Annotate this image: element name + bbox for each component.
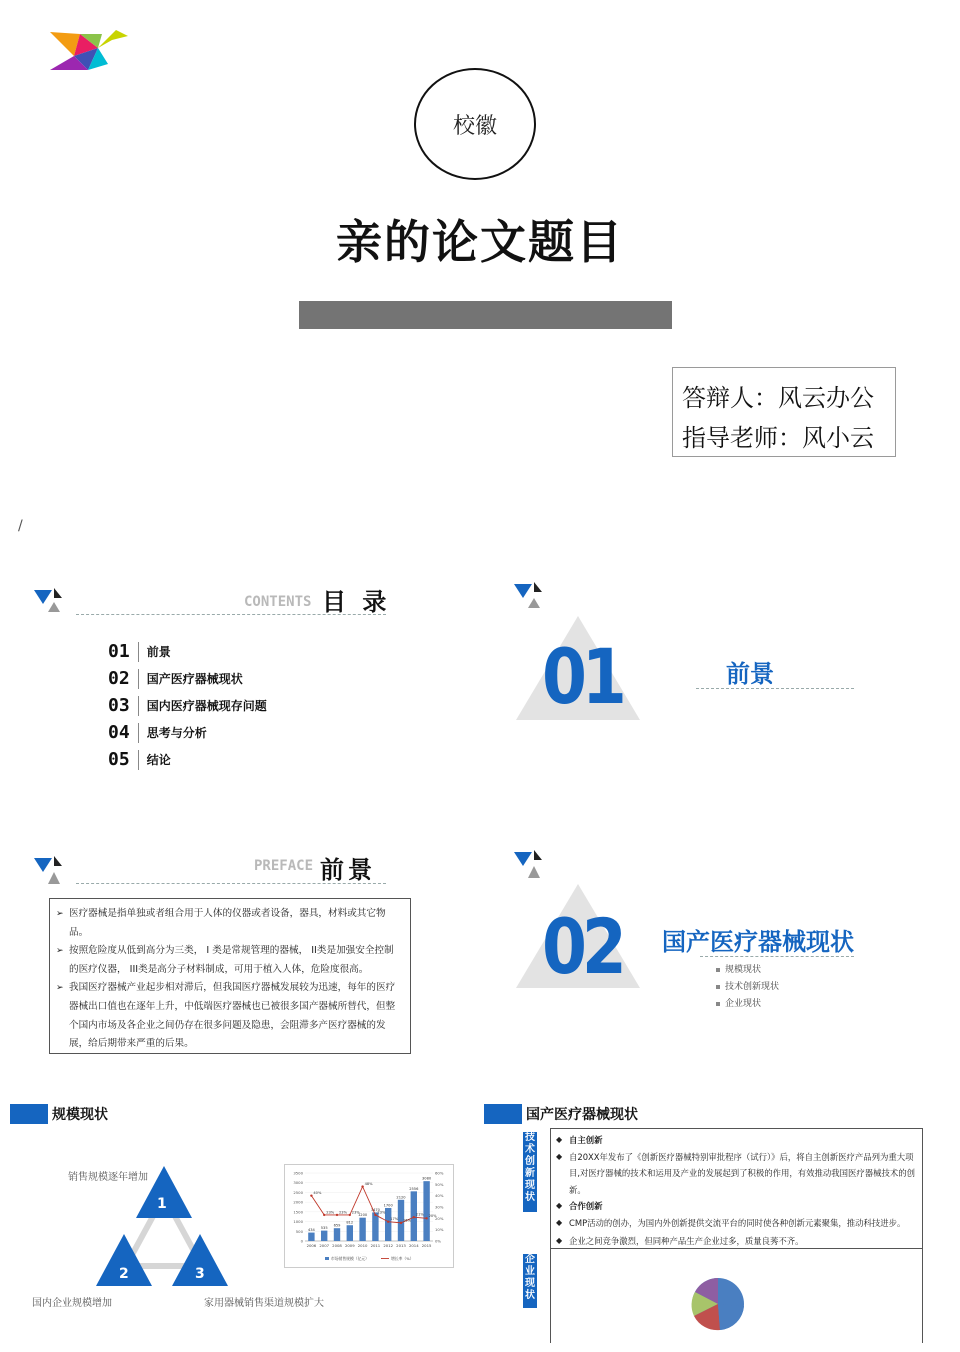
title-bar-accent	[484, 1104, 522, 1124]
square-bullet-icon	[716, 968, 720, 972]
bar	[321, 1231, 327, 1241]
corner-triangles-icon	[34, 588, 66, 612]
y-right-tick-label: 20%	[435, 1215, 444, 1221]
x-tick-label: 2013	[396, 1243, 406, 1248]
toc-separator	[138, 723, 139, 743]
sales-growth-chart	[284, 1164, 454, 1268]
paragraph-heading: ◆ 合作创新	[551, 1198, 922, 1215]
sub-item[interactable]	[716, 979, 779, 996]
x-tick-label: 2014	[408, 1243, 419, 1248]
line-point	[387, 1221, 389, 1223]
x-tick-label: 2006	[306, 1243, 317, 1248]
contents-cn-heading: 目 录	[322, 588, 391, 616]
legend-label: 增长率（%）	[391, 1256, 414, 1261]
square-bullet-icon	[716, 985, 720, 989]
toc-item[interactable]	[108, 638, 267, 665]
bar-value-label: 2556	[409, 1186, 419, 1191]
toc-num: 04	[108, 722, 130, 743]
paragraph-text: ◆ 自20XX年发布了《创新医疗器械特别审批程序（试行）》后，将自主创新医疗产品列为重大项目,对医疗器械的技术和运用及产业的发展起到了积极的作用，有效推动我国医疗器械技术的创新。	[551, 1149, 922, 1199]
slash-mark: /	[18, 518, 23, 534]
bar	[372, 1212, 378, 1241]
advisor-line: 指导老师：风小云	[682, 424, 874, 452]
bar	[359, 1218, 365, 1241]
thesis-title: 亲的论文题目	[336, 215, 624, 269]
section-sub-list	[716, 962, 779, 1013]
toc-label: 国产医疗器械现状	[146, 672, 243, 686]
line-value-label: 40%	[313, 1191, 322, 1196]
sub-label: 规模现状	[725, 965, 762, 975]
legend-swatch	[325, 1257, 329, 1260]
toc-item[interactable]	[108, 719, 267, 746]
preface-cn-heading: 前景	[320, 856, 376, 884]
bar-value-label: 812	[346, 1220, 354, 1225]
toc-separator	[138, 642, 139, 662]
paragraph-text: ◆ 企业之间竞争激烈，但同种产品生产企业过多，质量良莠不齐。	[551, 1233, 922, 1250]
paragraph-text: ◆ CMP活动的创办，为国内外创新提供交流平台的同时使各种创新元素聚集，推动科技进步。	[551, 1215, 922, 1232]
sub-item[interactable]	[716, 962, 779, 979]
toc-num: 05	[108, 749, 130, 770]
bar-value-label: 659	[333, 1223, 341, 1228]
x-tick-label: 2008	[332, 1243, 342, 1248]
sub-label: 技术创新现状	[725, 982, 780, 992]
line-value-label: 23%	[377, 1210, 386, 1215]
defense-info-box	[672, 367, 896, 457]
school-badge	[414, 68, 536, 180]
sub-item[interactable]	[716, 996, 779, 1013]
section-divider	[700, 956, 854, 957]
bar-value-label: 3080	[422, 1176, 432, 1181]
x-tick-label: 2015	[421, 1243, 432, 1248]
toc-num: 03	[108, 695, 130, 716]
line-point	[400, 1222, 402, 1224]
title-bar-accent	[10, 1104, 48, 1124]
bar	[423, 1181, 429, 1241]
y-left-tick-label: 3000	[293, 1180, 303, 1186]
line-value-label: 16%	[403, 1218, 411, 1223]
node-label: 家用器械销售渠道规模扩大	[204, 1298, 324, 1309]
corner-triangles-icon	[514, 582, 546, 610]
section-title: 国产医疗器械现状	[662, 928, 854, 956]
node-label: 销售规模逐年增加	[68, 1172, 148, 1183]
y-left-tick-label: 2500	[293, 1189, 303, 1195]
y-left-tick-label: 1500	[293, 1209, 303, 1215]
node-number: 3	[195, 1266, 205, 1282]
line-value-label: 23%	[351, 1210, 360, 1215]
triangle-diagram	[90, 1166, 240, 1292]
node-label: 国内企业规模增加	[32, 1298, 112, 1309]
preface-divider	[76, 883, 386, 884]
section-title: 前景	[726, 660, 774, 688]
y-right-tick-label: 10%	[435, 1227, 444, 1233]
toc-label: 思考与分析	[146, 726, 207, 740]
line-point	[425, 1217, 427, 1219]
bar	[308, 1233, 314, 1241]
line-point	[310, 1194, 312, 1196]
tab-enterprise[interactable]: 企业现状	[523, 1254, 537, 1308]
y-left-tick-label: 500	[295, 1228, 303, 1234]
bar	[347, 1225, 353, 1241]
square-bullet-icon	[716, 1002, 720, 1006]
line-point	[361, 1185, 363, 1187]
bar-value-label: 1200	[358, 1213, 368, 1218]
line-point	[323, 1214, 325, 1216]
toc-label: 结论	[146, 753, 171, 767]
line-value-label: 20%	[428, 1213, 437, 1218]
toc-num: 01	[108, 641, 130, 662]
line-point	[413, 1216, 415, 1218]
toc-separator	[138, 750, 139, 770]
bar	[385, 1208, 391, 1241]
y-left-tick-label: 2000	[293, 1199, 303, 1205]
preface-paragraph: ➢ 我国医疗器械产业起步相对滞后，但我国医疗器械发展较为迅速，每年的医疗器械出口值也在逐年上升，中低端医疗器械也已被很多国产器械所替代，但整个国内市场及各企业之间仍存在很多问题及隐患，会阻滞多产医疗器械的发展，给后期带来严重的后果。	[56, 979, 402, 1053]
section-number: 01	[542, 632, 622, 721]
contents-en-heading: CONTENTS	[244, 594, 312, 610]
line-value-label: 17%	[390, 1217, 399, 1222]
line-point	[349, 1214, 351, 1216]
y-right-tick-label: 50%	[435, 1181, 444, 1187]
x-tick-label: 2007	[319, 1243, 330, 1248]
toc-separator	[138, 696, 139, 716]
legend-label: 市场销售规模（亿元）	[331, 1256, 369, 1261]
preface-text-box	[49, 898, 411, 1054]
corner-triangles-icon	[514, 850, 546, 880]
preface-paragraph: ➢ 医疗器械是指单独或者组合用于人体的仪器或者设备，器具，材料或其它物品。	[56, 905, 402, 942]
y-right-tick-label: 30%	[435, 1204, 444, 1210]
paragraph-heading: ◆ 自主创新	[551, 1132, 922, 1149]
scale-title: 规模现状	[52, 1107, 108, 1123]
title-divider-bar	[299, 301, 672, 329]
enterprise-pie-chart-icon	[680, 1262, 770, 1340]
line-value-label: 23%	[339, 1210, 347, 1215]
x-tick-label: 2012	[383, 1243, 394, 1248]
bar	[334, 1228, 340, 1241]
y-left-tick-label: 3500	[293, 1170, 303, 1176]
toc-item[interactable]	[108, 692, 267, 719]
toc-label: 国内医疗器械现存问题	[146, 699, 267, 713]
toc-separator	[138, 669, 139, 689]
box-divider	[550, 1248, 923, 1249]
bar-value-label: 535	[320, 1226, 328, 1231]
line-point	[374, 1214, 376, 1216]
logo-icon	[46, 26, 130, 76]
line-point	[336, 1214, 338, 1216]
line-value-label: 23%	[326, 1210, 335, 1215]
toc-item[interactable]	[108, 746, 267, 773]
toc-list	[108, 638, 267, 773]
tab-tech-innovation[interactable]: 技术创新现状	[523, 1132, 537, 1212]
y-right-tick-label: 60%	[435, 1170, 444, 1176]
toc-label: 前景	[146, 645, 171, 659]
bar-value-label: 2120	[396, 1195, 406, 1200]
y-left-tick-label: 0	[300, 1238, 303, 1244]
x-tick-label: 2009	[344, 1243, 355, 1248]
line-value-label: 48%	[364, 1182, 373, 1187]
node-number: 2	[119, 1266, 129, 1282]
contents-divider	[76, 614, 386, 615]
y-right-tick-label: 40%	[435, 1193, 444, 1199]
bar-value-label: 1700	[383, 1203, 393, 1208]
x-tick-label: 2010	[357, 1243, 368, 1248]
badge-label: 校徽	[452, 113, 497, 139]
node-number: 1	[157, 1196, 167, 1212]
status-title: 国产医疗器械现状	[526, 1107, 638, 1123]
defender-line: 答辩人：风云办公	[682, 384, 874, 412]
bar-value-label: 434	[307, 1228, 315, 1233]
bar-value-label: 1470	[370, 1207, 380, 1212]
toc-item[interactable]	[108, 665, 267, 692]
section-number: 02	[542, 902, 622, 991]
toc-num: 02	[108, 668, 130, 689]
x-tick-label: 2011	[370, 1243, 381, 1248]
sub-label: 企业现状	[725, 999, 762, 1009]
y-left-tick-label: 1000	[293, 1219, 303, 1225]
section-divider	[696, 688, 854, 689]
preface-en-heading: PREFACE	[254, 858, 314, 874]
line-value-label: 21%	[415, 1212, 424, 1217]
corner-triangles-icon	[34, 856, 66, 886]
y-right-tick-label: 0%	[435, 1238, 442, 1244]
preface-paragraph: ➢ 按照危险度从低到高分为三类， I 类是常规管理的器械， II类是加强安全控制的医疗仪器， III类是高分子材料制成，可用于植入人体，危险度很高。	[56, 942, 402, 979]
